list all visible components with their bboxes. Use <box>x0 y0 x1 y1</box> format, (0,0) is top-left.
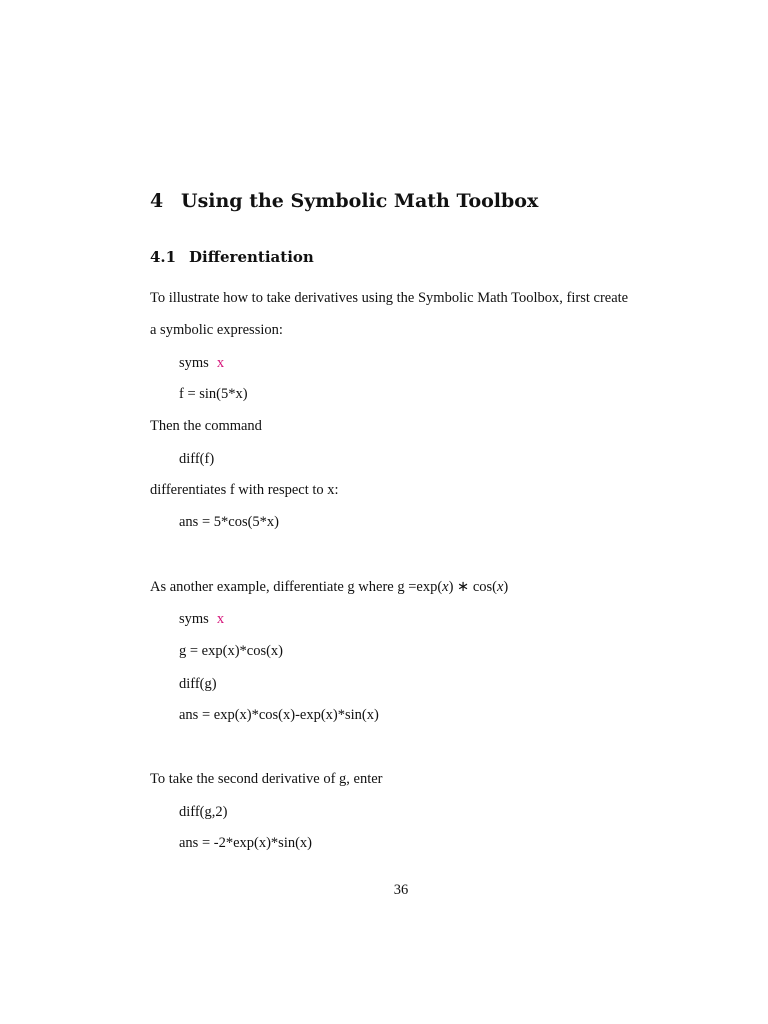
section-heading <box>150 190 538 212</box>
syms-variable: x <box>216 355 225 371</box>
example3-intro: To take the second derivative of g, enter <box>150 771 383 787</box>
code-diff-f: diff(f) <box>179 451 215 467</box>
page-number: 36 <box>393 882 409 898</box>
code-syms-2 <box>179 611 224 628</box>
then-text: Then the command <box>150 418 262 434</box>
example2-intro: As another example, differentiate g where g =exp(x) ∗ cos(x) <box>150 579 509 595</box>
code-answer-1: ans = 5*cos(5*x) <box>179 514 279 530</box>
syms-command: syms <box>179 355 209 371</box>
subsection-title: Differentiation <box>189 248 314 266</box>
explain-text: differentiates f with respect to x: <box>150 482 339 498</box>
section-title: Using the Symbolic Math Toolbox <box>181 190 539 212</box>
code-diff-g: diff(g) <box>179 676 217 692</box>
subsection-heading <box>150 248 314 266</box>
intro-line-2: a symbolic expression: <box>150 322 283 338</box>
code-syms-1 <box>179 355 224 372</box>
code-define-g: g = exp(x)*cos(x) <box>179 643 284 659</box>
code-diff-g-2: diff(g,2) <box>179 804 228 820</box>
section-number: 4 <box>150 190 164 212</box>
intro-line-1: To illustrate how to take derivatives using the Symbolic Math Toolbox, first create <box>150 290 629 306</box>
code-answer-3: ans = -2*exp(x)*sin(x) <box>179 835 313 851</box>
syms-command: syms <box>179 611 209 627</box>
subsection-number: 4.1 <box>150 248 177 266</box>
code-answer-2: ans = exp(x)*cos(x)-exp(x)*sin(x) <box>179 707 379 723</box>
code-define-f: f = sin(5*x) <box>179 386 248 402</box>
syms-variable: x <box>216 611 225 627</box>
